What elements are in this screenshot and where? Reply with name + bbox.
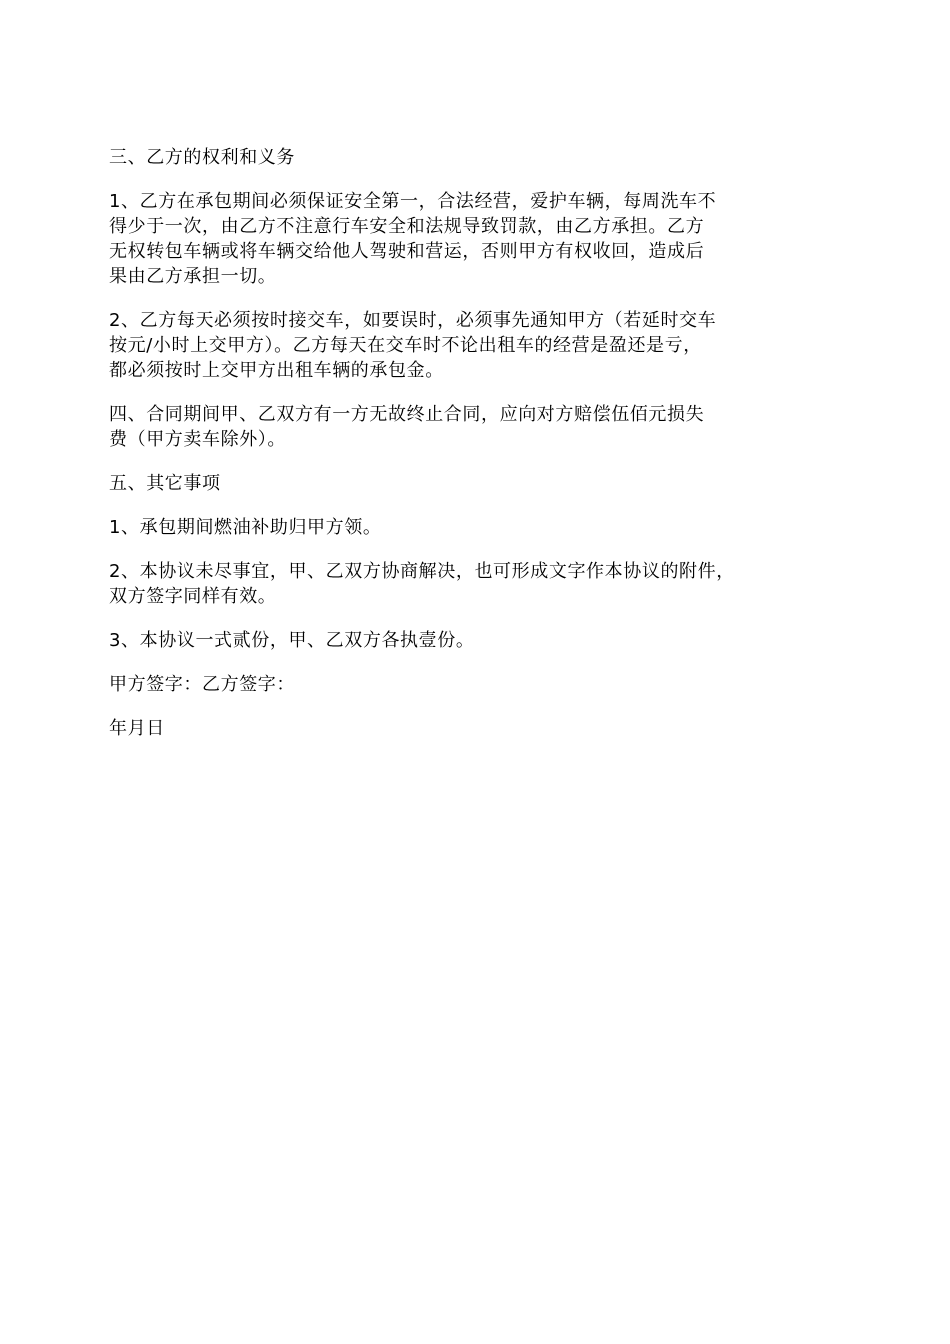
clause-supplementary-terms <box>109 559 844 609</box>
text-line: 1、承包期间燃油补助归甲方领。 <box>109 517 382 538</box>
section-termination <box>109 402 844 452</box>
section-heading-other-matters <box>109 471 844 496</box>
text-line: 2、乙方每天必须按时接交车，如要误时，必须事先通知甲方（若延时交车 <box>109 310 717 331</box>
text-line: 三、乙方的权利和义务 <box>109 147 295 168</box>
clause-party-b-safety <box>109 189 844 289</box>
text-line: 费（甲方卖车除外）。 <box>109 429 286 450</box>
text-line: 3、本协议一式贰份，甲、乙双方各执壹份。 <box>109 630 475 651</box>
text-line: 得少于一次，由乙方不注意行车安全和法规导致罚款，由乙方承担。乙方 <box>109 216 705 237</box>
clause-fuel-subsidy <box>109 515 844 540</box>
clause-copies <box>109 628 844 653</box>
text-line: 四、合同期间甲、乙双方有一方无故终止合同，应向对方赔偿伍佰元损失 <box>109 404 705 425</box>
clause-party-b-handover <box>109 308 844 383</box>
text-line: 年月日 <box>109 718 165 739</box>
text-line: 甲方签字：乙方签字： <box>109 674 295 695</box>
section-heading-party-b-rights <box>109 145 844 170</box>
date-line <box>109 716 844 741</box>
text-line: 果由乙方承担一切。 <box>109 266 277 287</box>
document-body <box>109 145 844 760</box>
text-line: 无权转包车辆或将车辆交给他人驾驶和营运，否则甲方有权收回，造成后 <box>109 241 705 262</box>
text-line: 都必须按时上交甲方出租车辆的承包金。 <box>109 360 444 381</box>
text-line: 双方签字同样有效。 <box>109 586 277 607</box>
signature-line <box>109 672 844 697</box>
text-line: 按元/小时上交甲方）。乙方每天在交车时不论出租车的经营是盈还是亏， <box>109 335 702 356</box>
text-line: 2、本协议未尽事宜，甲、乙双方协商解决，也可形成文字作本协议的附件， <box>109 561 735 582</box>
text-line: 五、其它事项 <box>109 473 221 494</box>
text-line: 1、乙方在承包期间必须保证安全第一，合法经营，爱护车辆，每周洗车不 <box>109 191 717 212</box>
